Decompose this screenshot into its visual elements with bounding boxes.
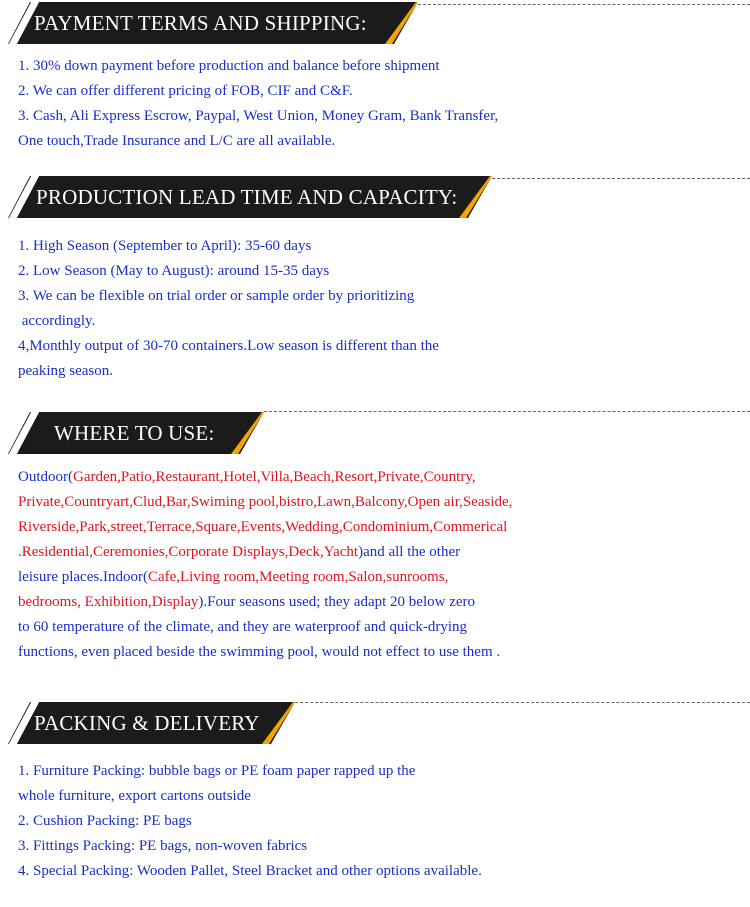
where-to-use-text bbox=[18, 465, 512, 665]
production-section-header bbox=[0, 176, 492, 218]
where-line-6a: bedrooms, Exhibition,Display bbox=[18, 594, 199, 610]
where-line-1a: Outdoor( bbox=[18, 469, 73, 485]
where-line-4 bbox=[18, 540, 512, 565]
production-section-title: PRODUCTION LEAD TIME AND CAPACITY: bbox=[36, 185, 458, 209]
payment-line-2: 2. We can offer different pricing of FOB, CIF and C&F. bbox=[18, 83, 353, 99]
production-line-1: 1. High Season (September to April): 35-60 days bbox=[18, 238, 312, 254]
where-line-7: to 60 temperature of the climate, and they are waterproof and quick-drying bbox=[18, 619, 467, 635]
payment-line-3: 3. Cash, Ali Express Escrow, Paypal, West Union, Money Gram, Bank Transfer, bbox=[18, 108, 499, 124]
production-line-3: 3. We can be flexible on trial order or sample order by prioritizing bbox=[18, 288, 415, 304]
packing-line-2: whole furniture, export cartons outside bbox=[18, 788, 251, 804]
where-line-2: Private,Countryart,Clud,Bar,Swiming pool,bistro,Lawn,Balcony,Open air,Seaside, bbox=[18, 494, 513, 510]
payment-line-1: 1. 30% down payment before production and balance before shipment bbox=[18, 58, 440, 74]
production-line-4: accordingly. bbox=[18, 313, 96, 329]
packing-text bbox=[18, 759, 482, 884]
where-line-6b: ).Four seasons used; they adapt 20 below zero bbox=[198, 594, 476, 610]
packing-line-3: 2. Cushion Packing: PE bags bbox=[18, 813, 192, 829]
where-line-6 bbox=[18, 590, 512, 615]
payment-section-header bbox=[0, 2, 418, 44]
where-line-4b: )and all the other bbox=[358, 544, 461, 560]
where-line-5b: Cafe,Living room,Meeting room,Salon,sunrooms, bbox=[147, 569, 449, 585]
where-line-4a: .Residential,Ceremonies,Corporate Displays,Deck,Yacht bbox=[18, 544, 359, 560]
where-line-8: functions, even placed beside the swimming pool, would not effect to use them . bbox=[18, 644, 501, 660]
production-line-6: peaking season. bbox=[18, 363, 113, 379]
where-line-1 bbox=[18, 465, 512, 490]
where-section-title: WHERE TO USE: bbox=[54, 421, 215, 445]
production-line-2: 2. Low Season (May to August): around 15-35 days bbox=[18, 263, 330, 279]
where-section-header bbox=[0, 412, 264, 454]
packing-section-header bbox=[0, 702, 295, 744]
payment-line-4: One touch,Trade Insurance and L/C are all available. bbox=[18, 133, 336, 149]
payment-section-title: PAYMENT TERMS AND SHIPPING: bbox=[34, 11, 367, 35]
header-divider bbox=[255, 702, 750, 703]
header-divider bbox=[264, 411, 750, 412]
packing-line-4: 3. Fittings Packing: PE bags, non-woven fabrics bbox=[18, 838, 308, 854]
payment-terms-text bbox=[18, 54, 498, 154]
production-text bbox=[18, 234, 439, 384]
header-divider bbox=[492, 178, 750, 179]
packing-line-5: 4. Special Packing: Wooden Pallet, Steel Bracket and other options available. bbox=[18, 863, 482, 879]
production-line-5: 4,Monthly output of 30-70 containers.Low season is different than the bbox=[18, 338, 439, 354]
where-line-1b: Garden,Patio,Restaurant,Hotel,Villa,Beach,Resort,Private,Country, bbox=[73, 469, 476, 485]
packing-section-title: PACKING & DELIVERY bbox=[34, 711, 260, 735]
where-line-5a: leisure places.Indoor( bbox=[18, 569, 148, 585]
header-divider bbox=[418, 4, 750, 5]
where-line-5 bbox=[18, 565, 512, 590]
packing-line-1: 1. Furniture Packing: bubble bags or PE foam paper rapped up the bbox=[18, 763, 416, 779]
where-line-3: Riverside,Park,street,Terrace,Square,Events,Wedding,Condominium,Commerical bbox=[18, 519, 508, 535]
